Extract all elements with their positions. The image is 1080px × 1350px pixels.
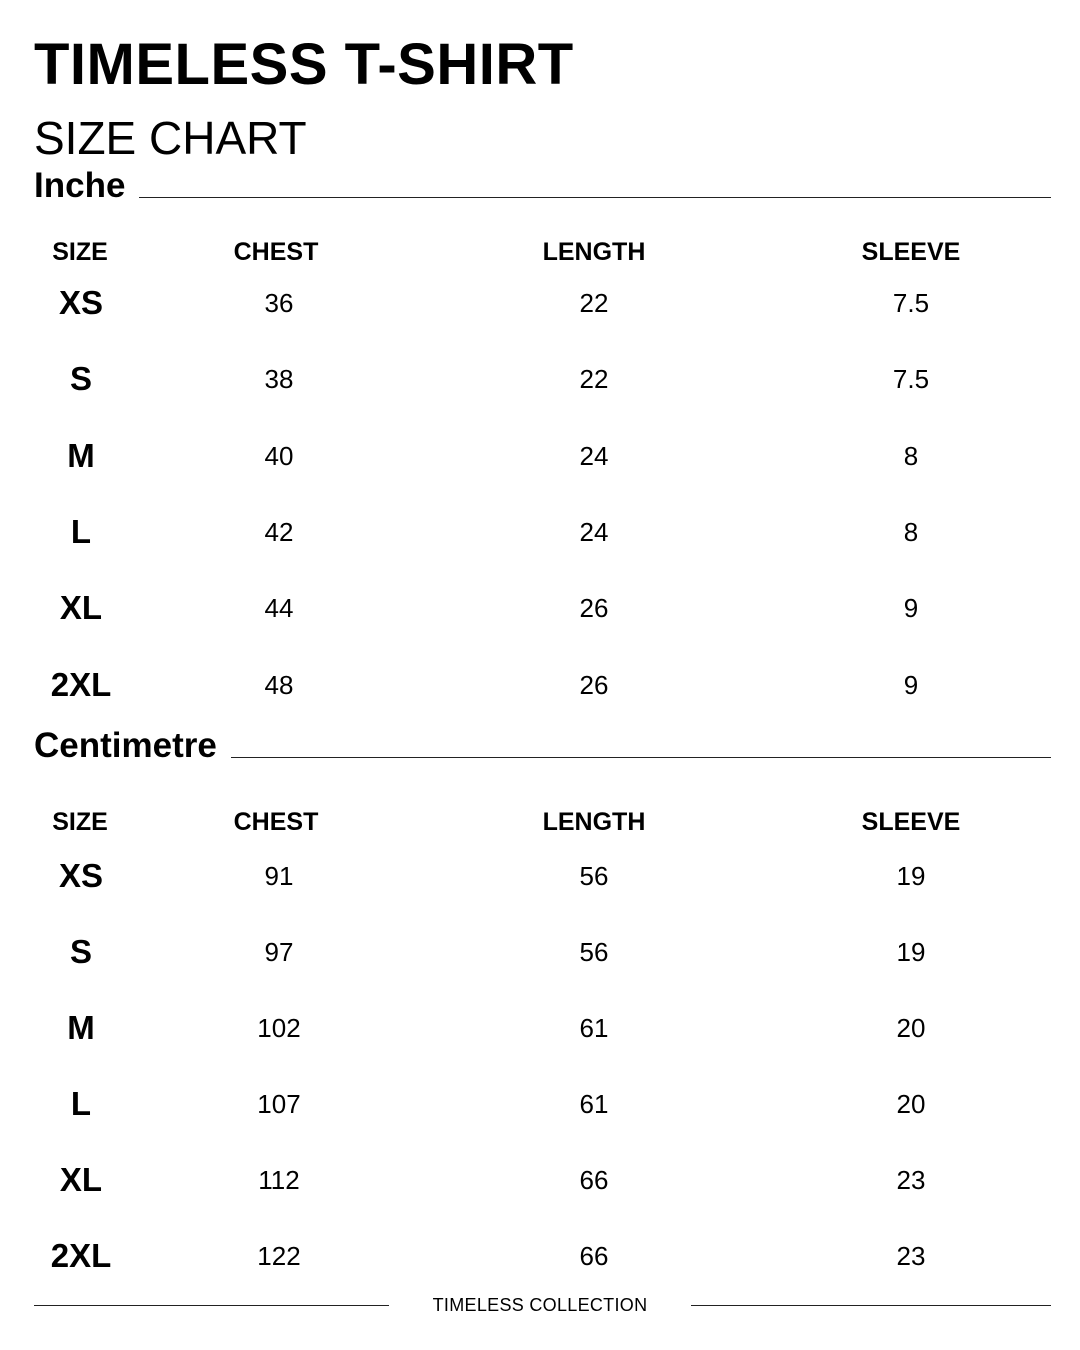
- size-cell: 2XL: [50, 1237, 112, 1274]
- chest-cell: 40: [264, 440, 294, 471]
- length-cell: 22: [579, 288, 609, 318]
- table-row: [0, 665, 1080, 705]
- table-row: [0, 512, 1080, 552]
- length-cell: 26: [579, 593, 609, 624]
- chest-cell: 102: [257, 1013, 301, 1043]
- size-cell: XS: [58, 284, 104, 321]
- size-cell: 2XL: [50, 665, 112, 703]
- sleeve-cell: 20: [896, 1013, 926, 1043]
- page-subtitle: SIZE CHART: [34, 112, 307, 164]
- section-divider: [231, 757, 1051, 758]
- sleeve-cell: 19: [896, 861, 926, 891]
- sleeve-cell: 23: [896, 1165, 926, 1195]
- centimetre-section: [0, 726, 1080, 1290]
- size-cell: XL: [59, 1161, 103, 1198]
- sleeve-cell: 9: [903, 669, 919, 700]
- inches-section-header: [34, 166, 1051, 210]
- sleeve-cell: 9: [903, 593, 919, 624]
- sleeve-cell: 20: [896, 1089, 926, 1119]
- length-cell: 56: [579, 861, 609, 891]
- size-cell: L: [70, 1085, 92, 1122]
- section-divider: [139, 197, 1051, 198]
- length-cell: 22: [579, 364, 609, 395]
- centimetre-section-header: [34, 726, 1051, 770]
- inches-section: [0, 166, 1080, 710]
- sleeve-cell: 8: [903, 440, 919, 471]
- size-cell: M: [67, 1009, 95, 1046]
- table-row: [0, 932, 1080, 972]
- chest-cell: 38: [264, 364, 294, 395]
- footer-divider-left: [34, 1305, 389, 1306]
- footer: [34, 1290, 1051, 1320]
- length-column-header: LENGTH: [542, 238, 646, 266]
- size-cell: L: [70, 512, 92, 550]
- size-column-header: SIZE: [52, 238, 108, 266]
- table-row: [0, 588, 1080, 628]
- chest-cell: 48: [264, 669, 294, 700]
- chest-cell: 97: [264, 937, 294, 967]
- length-cell: 61: [579, 1013, 609, 1043]
- table-row: [0, 1008, 1080, 1048]
- length-cell: 56: [579, 937, 609, 967]
- table-row: [0, 283, 1080, 323]
- table-row: [0, 856, 1080, 896]
- sleeve-cell: 19: [896, 937, 926, 967]
- centimetre-section-title: Centimetre: [34, 726, 217, 765]
- table-row: [0, 359, 1080, 399]
- length-cell: 66: [579, 1165, 609, 1195]
- length-cell: 26: [579, 669, 609, 700]
- chest-cell: 42: [264, 516, 294, 547]
- sleeve-cell: 7.5: [892, 288, 930, 318]
- table-row: [0, 1084, 1080, 1124]
- sleeve-cell: 7.5: [892, 364, 930, 395]
- length-cell: 61: [579, 1089, 609, 1119]
- chest-cell: 91: [264, 861, 294, 891]
- chest-cell: 122: [257, 1241, 301, 1271]
- chest-cell: 107: [257, 1089, 301, 1119]
- chest-cell: 112: [258, 1165, 300, 1195]
- size-cell: XS: [58, 857, 104, 894]
- table-row: [0, 1160, 1080, 1200]
- centimetre-header-row: [0, 807, 1080, 837]
- chest-column-header: CHEST: [233, 808, 319, 836]
- inches-section-title: Inche: [34, 166, 126, 205]
- length-column-header: LENGTH: [542, 808, 646, 836]
- size-column-header: SIZE: [52, 808, 108, 836]
- table-row: [0, 436, 1080, 476]
- footer-text: TIMELESS COLLECTION: [432, 1294, 648, 1315]
- length-cell: 24: [579, 440, 609, 471]
- sleeve-cell: 8: [903, 516, 919, 547]
- chest-cell: 44: [264, 593, 294, 624]
- size-cell: M: [67, 436, 95, 474]
- footer-divider-right: [691, 1305, 1051, 1306]
- sleeve-cell: 23: [896, 1241, 926, 1271]
- length-cell: 24: [579, 516, 609, 547]
- size-cell: S: [69, 360, 93, 398]
- size-cell: S: [69, 933, 93, 970]
- chest-column-header: CHEST: [233, 238, 319, 266]
- sleeve-column-header: SLEEVE: [861, 808, 961, 836]
- page-title: TIMELESS T-SHIRT: [34, 32, 574, 97]
- sleeve-column-header: SLEEVE: [861, 238, 961, 266]
- chest-cell: 36: [264, 288, 294, 318]
- inches-header-row: [0, 237, 1080, 267]
- length-cell: 66: [579, 1241, 609, 1271]
- size-cell: XL: [59, 589, 103, 627]
- table-row: [0, 1236, 1080, 1276]
